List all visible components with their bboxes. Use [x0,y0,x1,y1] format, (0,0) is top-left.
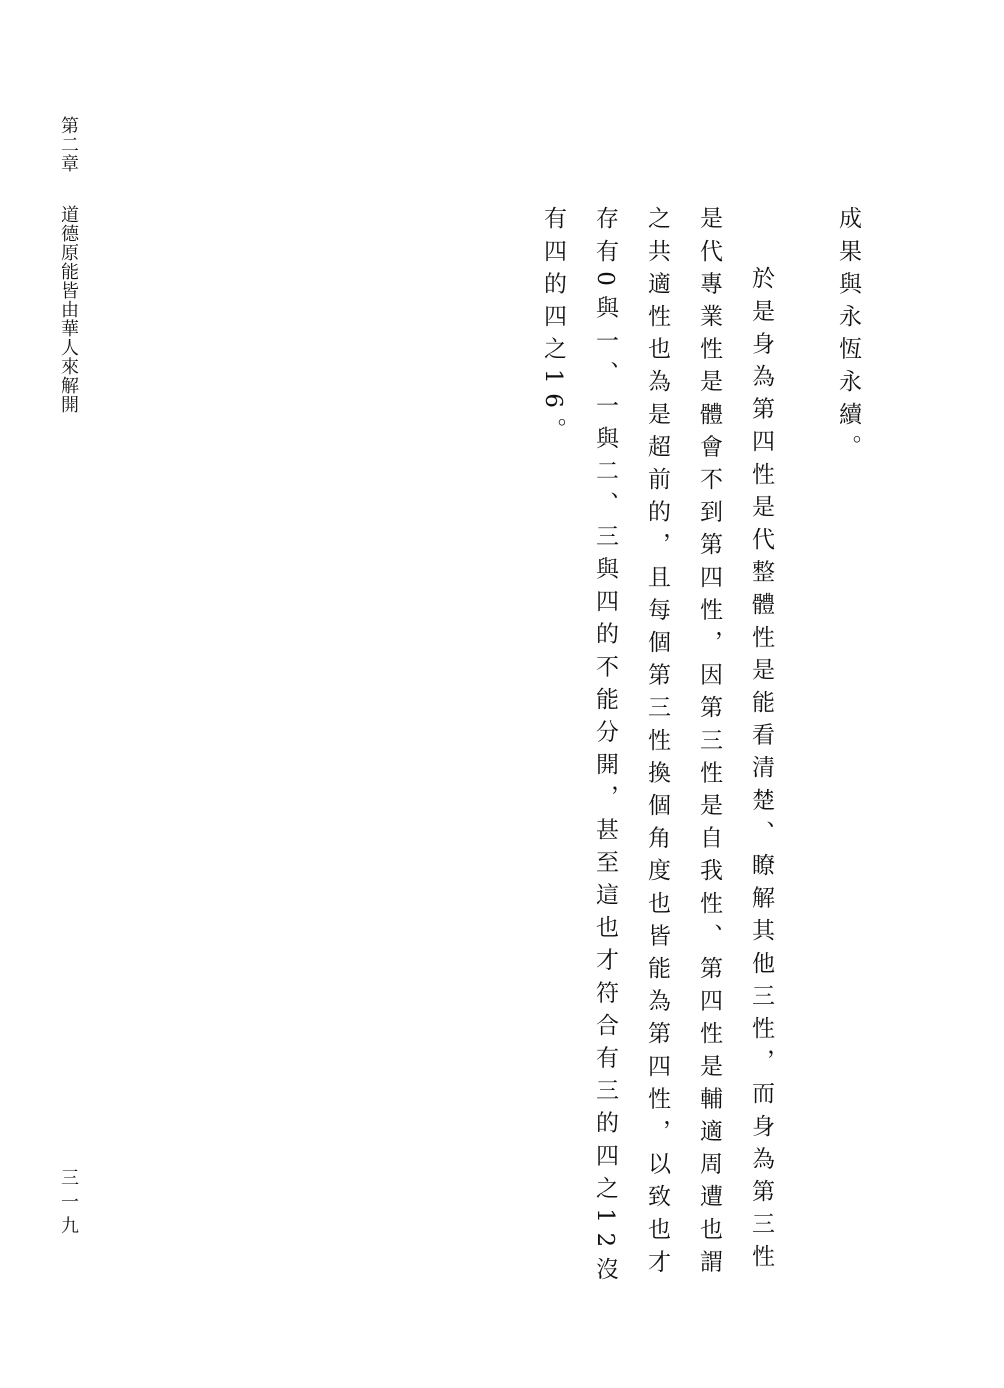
paragraph-main: 於是身為第四性是代整體性是能看清楚、瞭解其他三性，而身為第三性是代專業性是體會不到第四性，因第三性是自我性、第四性是輔適周遭也謂之共適性也為是超前的，且每個第三性換個角度也皆能為第四性，以致也才存有0與一、一與二、三與四的不能分開，甚至這也才符合有三的四之12沒有四的四之16。 [540,206,774,1290]
running-header [58,116,78,414]
chapter-label: 第二章 [58,116,79,173]
main-text-block [527,206,874,1296]
chapter-title: 道德原能皆由華人來解開 [58,205,79,414]
page-number: 三一九 [58,1168,79,1240]
paragraph-closing-line: 成果與永恆永續。 [835,206,861,467]
